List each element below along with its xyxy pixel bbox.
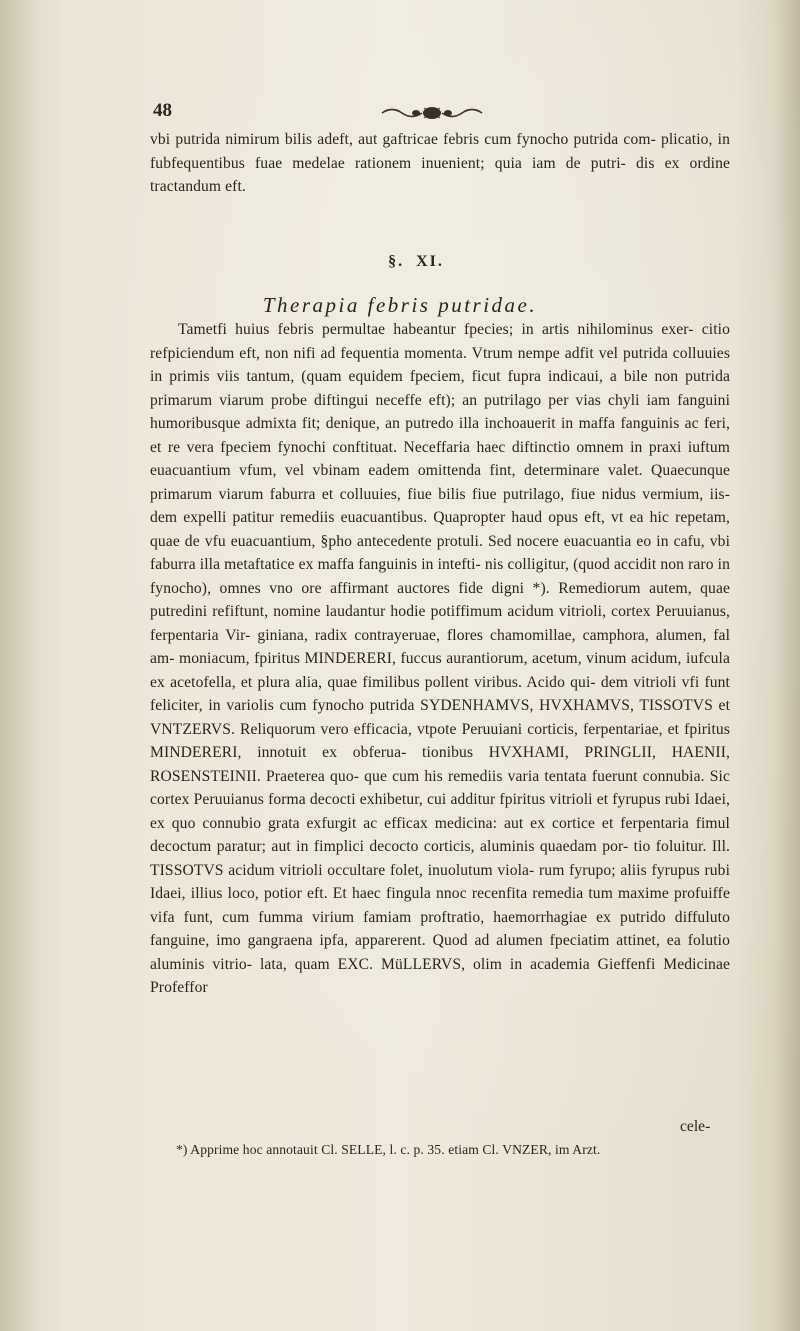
section-number bbox=[0, 253, 800, 271]
page-shadow-left bbox=[0, 0, 40, 1331]
page-number: 48 bbox=[153, 100, 172, 121]
section-symbol: §. bbox=[388, 253, 405, 270]
section-heading: Therapia febris putridae. bbox=[262, 293, 538, 317]
intro-paragraph: vbi putrida nimirum bilis adeft, aut gaftricae febris cum fynocho putrida com- plicatio, in fubfequentibus fuae medelae rationem inuenient; quia iam de putri- dis ex ordine tractandum eft. bbox=[150, 131, 730, 195]
footnote: *) Apprime hoc annotauit Cl. SELLE, l. c. p. 35. etiam Cl. VNZER, im Arzt. bbox=[176, 1142, 601, 1157]
page-shadow-right bbox=[774, 0, 800, 1331]
section-roman-numeral: XI. bbox=[416, 253, 444, 270]
catchword: cele- bbox=[680, 1118, 711, 1135]
body-paragraph: Tametfi huius febris permultae habeantur fpecies; in artis nihilominus exer- citio refpiciendum eft, non nifi ad fequentia momenta. Vtrum nempe adfit vel putrida colluuies in primis viis tantum, (quam equidem fpeciem, ficut fupra indicaui, a bile non putrida primarum viarum probe diftingui neceffe eft); an putrilago per vias chyli iam fanguini humoribusque admixta fit; denique, an putredo illa inchoauerit in maffa fanguinis ac feri, et re vera fpeciem fynochi conftituat. Neceffaria haec diftinctio omnem in praxi iuftum euacuantium vfum, vel vbinam eadem omittenda fint, determinare valet. Quaecunque primarum viarum faburra et colluuies, fiue bilis fiue putrilago, fiue nidus vermium, iis- dem expelli patitur remediis euacuantibus. Quapropter haud opus eft, vt ea hic repetam, quae de vfu euacuantium, §pho antecedente protuli. Sed nocere euacuantia eo in cafu, vbi faburra illa metaftatice ex maffa fanguinis in intefti- nis colligitur, (quod accidit non raro in fynocho), omnes vno ore affirmant auctores fide digni *). Remediorum autem, quae putredini refiftunt, nomine laudantur hodie potiffimum acidum vitrioli, cortex Peruuianus, ferpentaria Vir- giniana, radix contrayeruae, flores chamomillae, camphora, alumen, fal am- moniacum, fpiritus MINDERERI, fuccus aurantiorum, acetum, vinum acidum, iufcula ex acetofella, et plura alia, quae fimilibus pollent viribus. Acido qui- dem vitrioli vfi funt feliciter, in variolis cum fynocho putrida SYDENHAMVS, HVXHAMVS, TISSOTVS et VNTZERVS. Reliquorum vero efficacia, vtpote Peruuiani corticis, ferpentariae, et fpiritus MINDERERI, innotuit ex obferua- tionibus HVXHAMI, PRINGLII, HAENII, ROSENSTEINII. Praeterea quo- que cum his remediis varia tentata fuerunt connubia. Sic cortex Peruuianus forma decocti exhibetur, cui additur fpiritus vitrioli et fyrupus rubi Idaei, ex quo connubio grata exfurgit ac efficax medicina: aut ex cortice et ferpentaria fimul decoctum paratur; aut in fimplici decocto corticis, aluminis quaedam por- tio foluitur. Ill. TISSOTVS acidum vitrioli occultare folet, inuolutum viola- rum fyrupo; aliis fyrupus rubi Idaei, illius loco, potior eft. Et haec fingula nnoc recenfita remedia tum maxime profuiffe vifa funt, cum fumma virium famiam proftratio, haemorrhagiae ex putrido diffuluto fanguine, imo gangraena ipfa, apparerent. Quod ad alumen fpeciatim attinet, ea folutio aluminis vitrio- lata, quam EXC. MüLLERVS, olim in academia Gieffenfi Medicinae Profeffor bbox=[150, 321, 730, 996]
printer-ornament-icon bbox=[380, 104, 484, 122]
